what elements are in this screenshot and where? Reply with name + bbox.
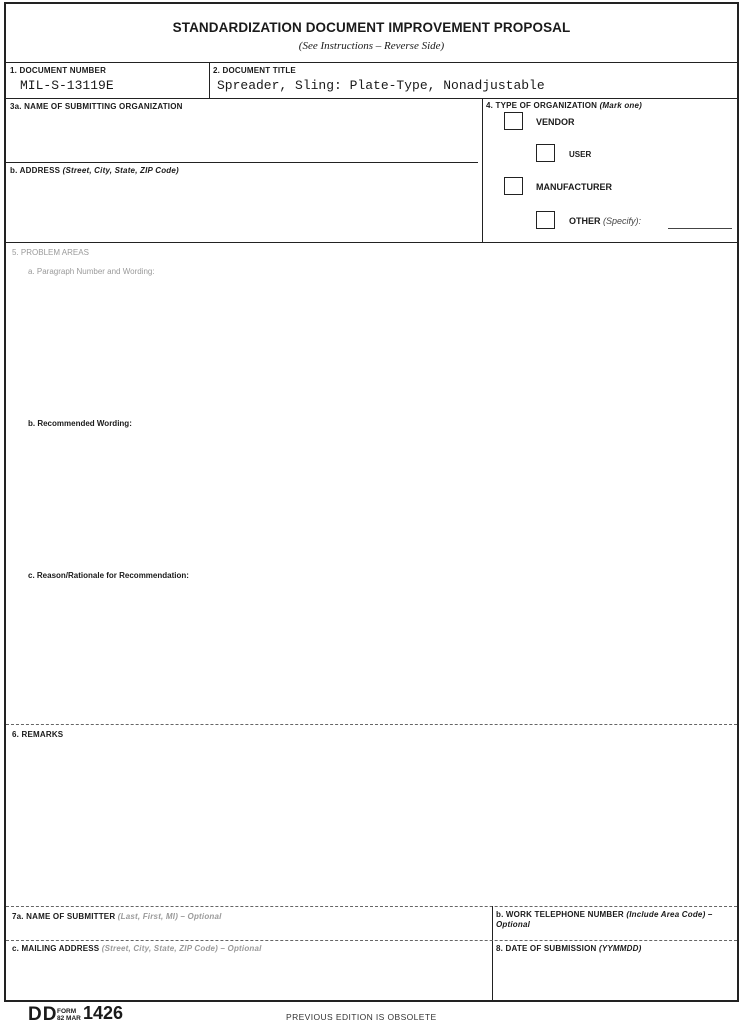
mailing-address-label-text: c. MAILING ADDRESS — [12, 944, 100, 953]
submitting-org-field[interactable] — [10, 114, 478, 160]
divider — [6, 940, 737, 941]
mailing-address-hint: (Street, City, State, ZIP Code) – Optional — [101, 944, 262, 953]
remarks-field[interactable] — [12, 744, 732, 902]
submission-date-label — [496, 944, 641, 953]
submission-date-hint: (YYMMDD) — [598, 944, 642, 953]
divider — [6, 162, 478, 163]
paragraph-wording-label: a. Paragraph Number and Wording: — [28, 267, 155, 276]
submitter-name-label — [12, 912, 222, 921]
improvement-proposal-form — [4, 2, 739, 1002]
reason-rationale-label: c. Reason/Rationale for Recommendation: — [28, 571, 189, 580]
work-phone-label-text: b. WORK TELEPHONE NUMBER — [496, 910, 624, 919]
vendor-label: VENDOR — [536, 117, 575, 127]
mailing-address-label — [12, 944, 262, 953]
divider — [6, 906, 737, 907]
submission-date-field[interactable] — [496, 956, 732, 996]
form-dd-mark: DD — [28, 1004, 58, 1025]
divider — [492, 906, 493, 1002]
address-field[interactable] — [10, 178, 478, 238]
recommended-wording-label: b. Recommended Wording: — [28, 419, 132, 428]
document-number-field[interactable]: MIL-S-13119E — [20, 78, 114, 93]
form-number: 1426 — [83, 1003, 124, 1023]
divider — [6, 724, 737, 725]
form-date: 82 MAR — [57, 1015, 81, 1022]
manufacturer-label: MANUFACTURER — [536, 182, 612, 192]
form-subtitle: (See Instructions – Reverse Side) — [298, 40, 445, 52]
divider — [209, 62, 210, 98]
work-phone-label — [496, 910, 736, 930]
address-hint: (Street, City, State, ZIP Code) — [62, 166, 179, 175]
org-type-hint: (Mark one) — [599, 101, 643, 110]
divider — [6, 242, 737, 243]
divider — [482, 98, 483, 242]
work-phone-hint: (Include Area Code) – Optional — [496, 910, 713, 929]
submitting-org-label: 3a. NAME OF SUBMITTING ORGANIZATION — [10, 102, 183, 111]
org-type-label-text: 4. TYPE OF ORGANIZATION — [486, 101, 598, 110]
user-checkbox[interactable] — [536, 144, 555, 162]
reason-rationale-field[interactable] — [26, 584, 726, 719]
mailing-address-field[interactable] — [12, 956, 486, 996]
divider — [6, 98, 737, 99]
document-title-label: 2. DOCUMENT TITLE — [213, 66, 296, 75]
submitter-name-field[interactable] — [12, 924, 486, 938]
submitter-name-hint: (Last, First, MI) – Optional — [117, 912, 222, 921]
address-label — [10, 166, 179, 175]
paragraph-wording-field[interactable] — [26, 280, 726, 410]
document-number-label: 1. DOCUMENT NUMBER — [10, 66, 107, 75]
recommended-wording-field[interactable] — [26, 432, 726, 562]
address-label-text: b. ADDRESS — [10, 166, 61, 175]
submitter-name-label-text: 7a. NAME OF SUBMITTER — [12, 912, 116, 921]
form-title: STANDARDIZATION DOCUMENT IMPROVEMENT PROPOSAL — [172, 20, 571, 35]
user-label: USER — [569, 150, 592, 159]
other-specify-field[interactable] — [668, 228, 732, 229]
document-title-field[interactable]: Spreader, Sling: Plate-Type, Nonadjustable — [217, 78, 545, 93]
work-phone-field[interactable] — [496, 930, 732, 938]
problem-areas-header: 5. PROBLEM AREAS — [12, 248, 89, 257]
manufacturer-checkbox[interactable] — [504, 177, 523, 195]
form-word: FORM — [57, 1008, 77, 1015]
divider — [6, 62, 737, 63]
other-checkbox[interactable] — [536, 211, 555, 229]
previous-edition-note: PREVIOUS EDITION IS OBSOLETE — [286, 1012, 437, 1022]
remarks-label: 6. REMARKS — [12, 730, 64, 739]
org-type-label — [486, 101, 642, 110]
submission-date-label-text: 8. DATE OF SUBMISSION — [496, 944, 597, 953]
form-edition — [57, 1008, 81, 1022]
other-label — [569, 216, 641, 226]
vendor-checkbox[interactable] — [504, 112, 523, 130]
other-hint: (Specify): — [603, 216, 642, 226]
other-label-text: OTHER — [569, 216, 601, 226]
